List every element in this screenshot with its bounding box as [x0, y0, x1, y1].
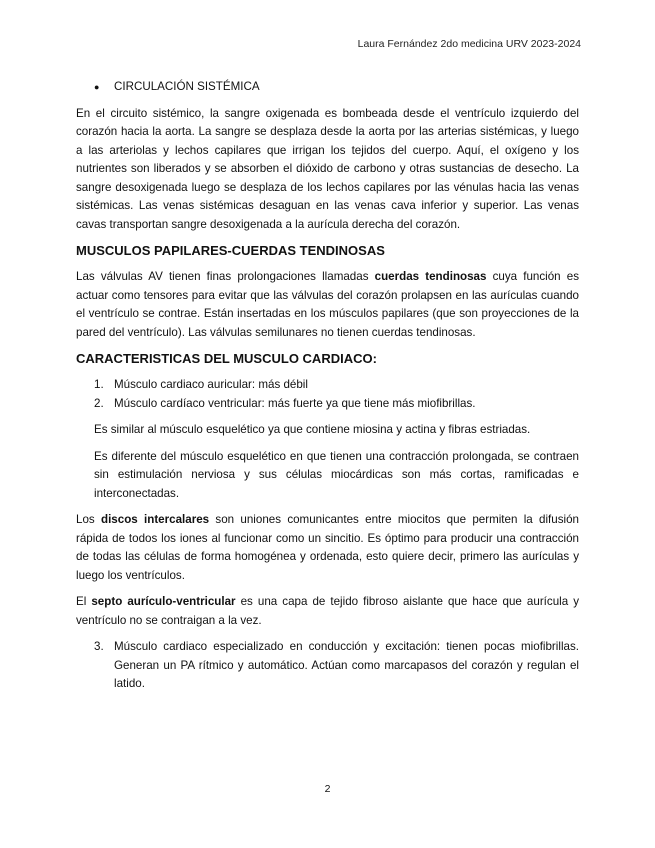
list-text: Músculo cardiaco auricular: más débil — [114, 378, 308, 391]
heading-caracteristicas: CARACTERISTICAS DEL MUSCULO CARDIACO: — [76, 351, 377, 366]
section-heading-circulacion: CIRCULACIÓN SISTÉMICA — [114, 80, 260, 93]
list-text: Músculo cardiaco especializado en conducción y excitación: tienen pocas miofibrillas. Generan un PA rítmico y automático. Actúan como marcapasos del corazón y regulan el latido. — [114, 640, 579, 690]
list-number: 3. — [94, 640, 104, 653]
page-number: 2 — [324, 783, 331, 795]
paragraph-septo — [76, 593, 579, 630]
text-run: Los — [76, 513, 101, 526]
list-number: 1. — [94, 378, 104, 391]
bold-term: septo aurículo-ventricular — [91, 595, 236, 608]
list-item — [76, 638, 579, 694]
paragraph-similar: Es similar al músculo esquelético ya que contiene miosina y actina y fibras estriadas. — [94, 423, 531, 436]
bold-term: cuerdas tendinosas — [374, 270, 487, 283]
text-run: El — [76, 595, 92, 608]
text-run: son uniones comunicantes entre miocitos que permiten la difusión rápida de todos los iones al funcionar como un sincitio. Es óptimo para producir una contracción de todas las células de forma homogénea y ordenada, esto quiere decir, primero las aurículas y luego los ventrículos. — [76, 513, 579, 582]
paragraph-discos-intercalares — [76, 511, 579, 585]
bullet-icon: ● — [94, 82, 100, 92]
document-body — [76, 78, 579, 694]
list-item — [76, 395, 579, 414]
paragraph-cuerdas-tendinosas — [76, 268, 579, 342]
paragraph-circuito-sistemico: En el circuito sistémico, la sangre oxigenada es bombeada desde el ventrículo izquierdo del corazón hacia la aorta. La sangre se desplaza desde la aorta por las arterias sistémicas, y luego a las arteriolas y lechos capilares que irrigan los tejidos del cuerpo. Aquí, el oxígeno y los nutrientes son liberados y se absorben el dióxido de carbono y otras sustancias de desecho. La sangre desoxigenada luego se desplaza de los lechos capilares por las vénulas hacia las venas sistémicas. Las venas sistémicas desaguan en las venas cava inferior y superior. Las venas cavas transportan sangre desoxigenada a la aurícula derecha del corazón. — [76, 106, 579, 231]
list-item — [76, 376, 579, 395]
bold-term: discos intercalares — [101, 513, 210, 526]
text-run: Las válvulas AV tienen finas prolongaciones llamadas — [76, 270, 375, 283]
paragraph-diferente: Es diferente del músculo esquelético en que tienen una contracción prolongada, se contraen sin estimulación nerviosa y sus células miocárdicas son más cortas, ramificadas e interconectadas. — [94, 449, 579, 500]
text-run: es una capa de tejido fibroso aislante que hace que aurícula y ventrículo no se contraigan a la vez. — [76, 595, 580, 627]
list-number: 2. — [94, 396, 104, 410]
numbered-list — [76, 376, 579, 413]
text-run: cuya función es actuar como tensores para evitar que las válvulas del corazón prolapsen en las aurículas cuando el ventrículo se contrae. Están insertadas en los músculos papilares (que son proyecciones de la pared del ventrículo). Las válvulas semilunares no tienen cuerdas tendinosas. — [76, 270, 579, 339]
heading-musculos-papilares: MUSCULOS PAPILARES-CUERDAS TENDINOSAS — [76, 243, 385, 258]
list-text: Músculo cardíaco ventricular: más fuerte ya que tiene más miofibrillas. — [114, 396, 476, 410]
bullet-item — [76, 78, 579, 97]
page-header: Laura Fernández 2do medicina URV 2023-2024 — [357, 38, 581, 50]
